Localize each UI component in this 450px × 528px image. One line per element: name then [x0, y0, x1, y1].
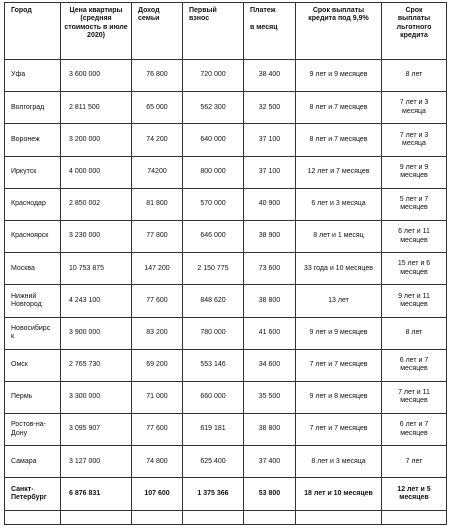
table-row — [5, 414, 447, 446]
empty-cell — [61, 510, 132, 524]
cell-income: 76 800 — [132, 60, 183, 92]
cell-term-preferential: 5 лет и 7 месяцев — [382, 188, 447, 220]
cell-term-9-9: 8 лет и 1 месяц — [296, 220, 382, 252]
cell-city: Нижний Новгород — [5, 285, 61, 317]
cell-term-preferential: 15 лет и 6 месяцев — [382, 253, 447, 285]
table-body — [5, 60, 447, 525]
cell-city: Москва — [5, 253, 61, 285]
cell-term-9-9: 6 лет и 3 месяца — [296, 188, 382, 220]
cell-monthly-payment: 37 100 — [244, 124, 296, 156]
cell-monthly-payment: 40 900 — [244, 188, 296, 220]
cell-term-9-9: 9 лет и 9 месяцев — [296, 317, 382, 349]
empty-cell — [5, 510, 61, 524]
table-row — [5, 124, 447, 156]
table-row — [5, 446, 447, 478]
cell-term-9-9: 9 лет и 9 месяцев — [296, 60, 382, 92]
cell-monthly-payment: 34 600 — [244, 349, 296, 381]
header-income: Доход семьи — [132, 3, 183, 60]
cell-term-9-9: 18 лет и 10 месяцев — [296, 478, 382, 510]
cell-down-payment: 1 375 366 — [183, 478, 244, 510]
cell-price: 2 850 002 — [61, 188, 132, 220]
table-row — [5, 60, 447, 92]
cell-monthly-payment: 38 800 — [244, 414, 296, 446]
cell-term-preferential: 9 лет и 11 месяцев — [382, 285, 447, 317]
cell-monthly-payment: 38 800 — [244, 285, 296, 317]
cell-income: 81 800 — [132, 188, 183, 220]
cell-city: Омск — [5, 349, 61, 381]
cell-term-preferential: 6 лет и 11 месяцев — [382, 220, 447, 252]
table-row — [5, 285, 447, 317]
cell-term-preferential: 8 лет — [382, 60, 447, 92]
cell-price: 3 900 000 — [61, 317, 132, 349]
header-term-preferential: Срок выплаты льготного кредита — [382, 3, 447, 60]
cell-term-9-9: 7 лет и 7 месяцев — [296, 414, 382, 446]
cell-monthly-payment: 32 500 — [244, 92, 296, 124]
cell-income: 69 200 — [132, 349, 183, 381]
cell-price: 3 127 000 — [61, 446, 132, 478]
cell-down-payment: 562 300 — [183, 92, 244, 124]
cell-down-payment: 660 000 — [183, 381, 244, 413]
cell-down-payment: 640 000 — [183, 124, 244, 156]
cell-down-payment: 800 000 — [183, 156, 244, 188]
cell-down-payment: 780 000 — [183, 317, 244, 349]
cell-monthly-payment: 41 600 — [244, 317, 296, 349]
header-city: Город — [5, 3, 61, 60]
cell-city: Новосибирс к — [5, 317, 61, 349]
cell-city: Иркутск — [5, 156, 61, 188]
cell-term-preferential: 9 лет и 9 месяцев — [382, 156, 447, 188]
table-row — [5, 253, 447, 285]
cell-price: 3 200 000 — [61, 124, 132, 156]
cell-term-preferential: 7 лет и 3 месяца — [382, 124, 447, 156]
cell-city: Воронеж — [5, 124, 61, 156]
table-row — [5, 92, 447, 124]
cell-price: 2 811 500 — [61, 92, 132, 124]
cell-price: 3 095 907 — [61, 414, 132, 446]
cell-term-preferential: 6 лет и 7 месяцев — [382, 414, 447, 446]
cell-price: 3 300 000 — [61, 381, 132, 413]
cell-term-9-9: 8 лет и 7 месяцев — [296, 124, 382, 156]
empty-cell — [132, 510, 183, 524]
cell-city: Уфа — [5, 60, 61, 92]
cell-term-9-9: 13 лет — [296, 285, 382, 317]
cell-down-payment: 646 000 — [183, 220, 244, 252]
table-row-clipped — [5, 510, 447, 524]
table-row — [5, 317, 447, 349]
cell-city: Санкт- Петербург — [5, 478, 61, 510]
table-row — [5, 220, 447, 252]
cell-price: 4 000 000 — [61, 156, 132, 188]
cell-term-9-9: 8 лет и 7 месяцев — [296, 92, 382, 124]
cell-monthly-payment: 37 100 — [244, 156, 296, 188]
cell-income: 65 000 — [132, 92, 183, 124]
cell-down-payment: 553 146 — [183, 349, 244, 381]
cell-city: Пермь — [5, 381, 61, 413]
cell-price: 3 230 000 — [61, 220, 132, 252]
cell-monthly-payment: 53 800 — [244, 478, 296, 510]
cell-term-preferential: 8 лет — [382, 317, 447, 349]
cell-term-9-9: 8 лет и 3 месяца — [296, 446, 382, 478]
cell-monthly-payment: 73 600 — [244, 253, 296, 285]
cell-down-payment: 720 000 — [183, 60, 244, 92]
cell-income: 83 200 — [132, 317, 183, 349]
header-down-payment: Первый взнос — [183, 3, 244, 60]
cell-term-9-9: 33 года и 10 месяцев — [296, 253, 382, 285]
cell-term-preferential: 6 лет и 7 месяцев — [382, 349, 447, 381]
cell-down-payment: 619 181 — [183, 414, 244, 446]
cell-monthly-payment: 37 400 — [244, 446, 296, 478]
cell-monthly-payment: 35 500 — [244, 381, 296, 413]
cell-down-payment: 2 150 775 — [183, 253, 244, 285]
cell-term-9-9: 7 лет и 7 месяцев — [296, 349, 382, 381]
cell-price: 10 753 875 — [61, 253, 132, 285]
empty-cell — [296, 510, 382, 524]
table-header — [5, 3, 447, 60]
cell-city: Волгоград — [5, 92, 61, 124]
table-row — [5, 188, 447, 220]
table-row — [5, 478, 447, 510]
header-term-9-9: Срок выплаты кредита под 9,9% — [296, 3, 382, 60]
cell-term-preferential: 7 лет и 11 месяцев — [382, 381, 447, 413]
table-row — [5, 381, 447, 413]
cell-income: 147 200 — [132, 253, 183, 285]
cell-down-payment: 625 400 — [183, 446, 244, 478]
cell-city: Самара — [5, 446, 61, 478]
cell-city: Красноярск — [5, 220, 61, 252]
cell-income: 107 600 — [132, 478, 183, 510]
empty-cell — [183, 510, 244, 524]
header-row — [5, 3, 447, 60]
cell-monthly-payment: 38 900 — [244, 220, 296, 252]
cell-term-preferential: 7 лет — [382, 446, 447, 478]
cell-term-preferential: 7 лет и 3 месяца — [382, 92, 447, 124]
cell-price: 3 600 000 — [61, 60, 132, 92]
cell-term-9-9: 9 лет и 8 месяцев — [296, 381, 382, 413]
cell-income: 77 600 — [132, 285, 183, 317]
cell-down-payment: 570 000 — [183, 188, 244, 220]
cell-price: 4 243 100 — [61, 285, 132, 317]
cell-income: 71 000 — [132, 381, 183, 413]
cell-income: 74200 — [132, 156, 183, 188]
cell-price: 2 765 730 — [61, 349, 132, 381]
cell-city: Краснодар — [5, 188, 61, 220]
cell-income: 77 800 — [132, 220, 183, 252]
cell-income: 74 800 — [132, 446, 183, 478]
mortgage-comparison-table — [4, 2, 447, 525]
cell-monthly-payment: 38 400 — [244, 60, 296, 92]
cell-term-9-9: 12 лет и 7 месяцев — [296, 156, 382, 188]
cell-income: 77 600 — [132, 414, 183, 446]
empty-cell — [382, 510, 447, 524]
cell-income: 74 200 — [132, 124, 183, 156]
header-monthly-payment: Платеж в месяц — [244, 3, 296, 60]
cell-city: Ростов-на- Дону — [5, 414, 61, 446]
header-price: Цена квартиры (средняя стоимость в июле 2020) — [61, 3, 132, 60]
cell-price: 6 876 831 — [61, 478, 132, 510]
cell-down-payment: 848 620 — [183, 285, 244, 317]
table-row — [5, 156, 447, 188]
table-row — [5, 349, 447, 381]
empty-cell — [244, 510, 296, 524]
cell-term-preferential: 12 лет и 5 месяцев — [382, 478, 447, 510]
